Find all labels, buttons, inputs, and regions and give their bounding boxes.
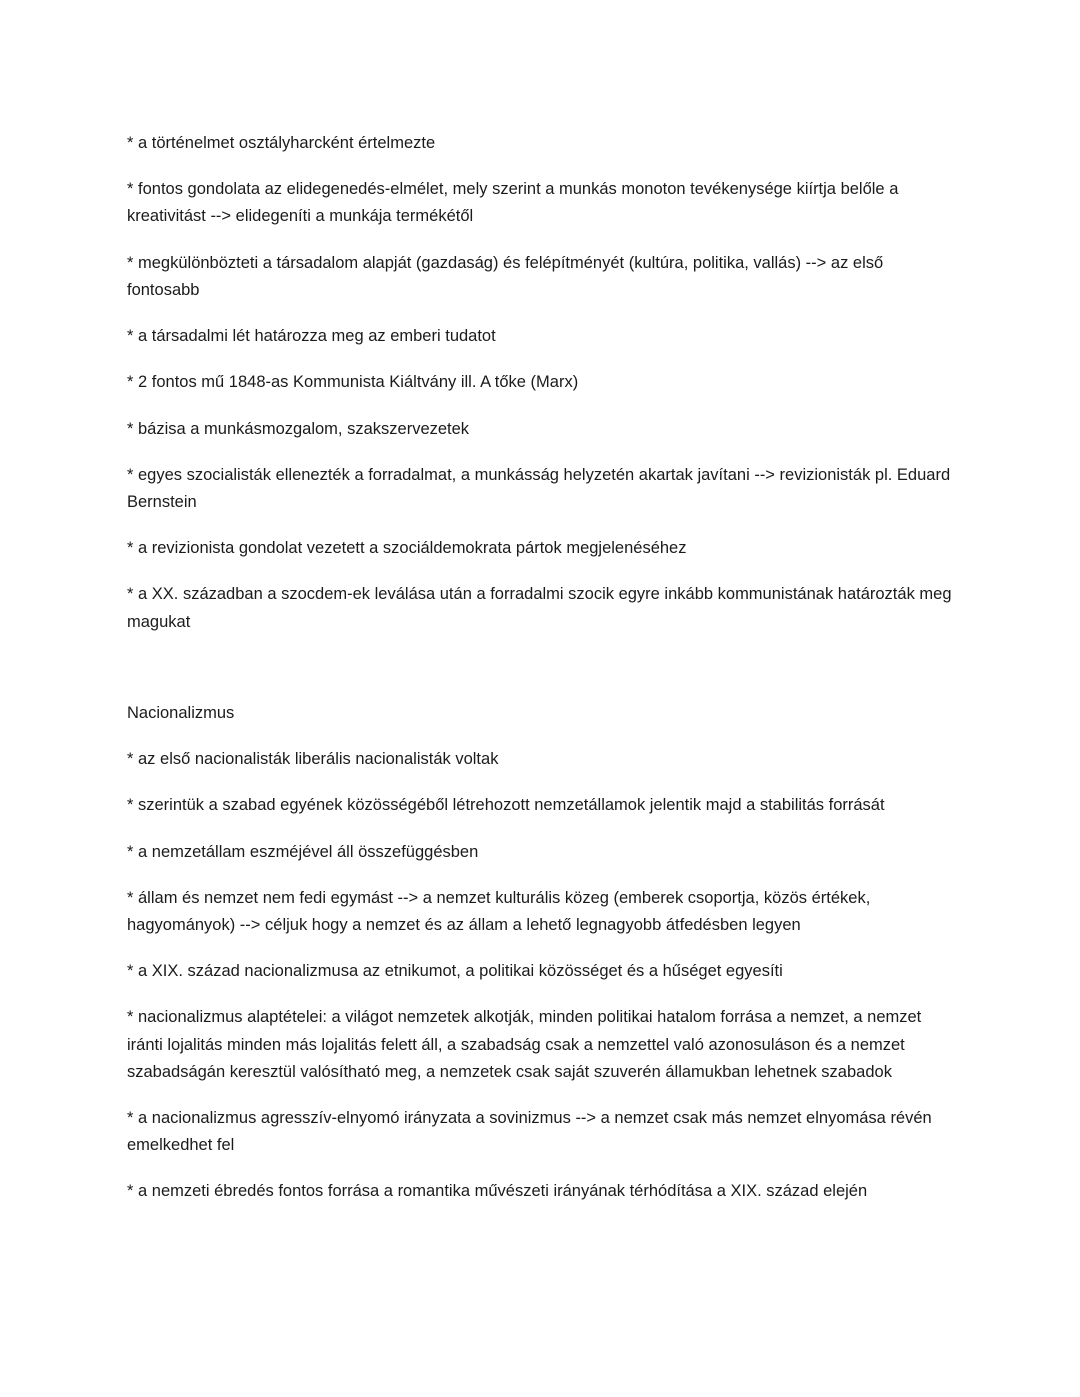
bullet-paragraph: * az első nacionalisták liberális nacionalisták voltak: [127, 750, 499, 769]
bullet-paragraph: * a revizionista gondolat vezetett a szociáldemokrata pártok megjelenéséhez: [127, 539, 687, 558]
bullet-paragraph: * egyes szocialisták ellenezték a forradalmat, a munkásság helyzetén akartak javítani --> revizionisták pl. Eduard Bernstein: [127, 465, 951, 511]
bullet-paragraph: * a nemzeti ébredés fontos forrása a romantika művészeti irányának térhódítása a XIX. század elején: [127, 1182, 868, 1201]
bullet-paragraph: * a XX. században a szocdem-ek leválása után a forradalmi szocik egyre inkább kommunistának határozták meg magukat: [127, 585, 952, 631]
bullet-paragraph: * a társadalmi lét határozza meg az emberi tudatot: [127, 327, 496, 346]
bullet-paragraph: * megkülönbözteti a társadalom alapját (gazdaság) és felépítményét (kultúra, politika, vallás) --> az első fontosabb: [127, 253, 884, 299]
bullet-paragraph: * nacionalizmus alaptételei: a világot nemzetek alkotják, minden politikai hatalom forrása a nemzet, a nemzet iránti lojalitás minden más lojalitás felett áll, a szabadság csak a nemzettel való azonosuláson és a nemzet szabadságán keresztül valósítható meg, a nemzetek csak saját szuverén államukban lehetnek szabadok: [127, 1008, 922, 1081]
bullet-paragraph: * szerintük a szabad egyének közösségéből létrehozott nemzetállamok jelentik majd a stabilitás forrását: [127, 796, 885, 815]
bullet-paragraph: * állam és nemzet nem fedi egymást --> a nemzet kulturális közeg (emberek csoportja, közös értékek, hagyományok) --> céljuk hogy a nemzet és az állam a lehető legnagyobb átfedésben legyen: [127, 888, 871, 934]
bullet-paragraph: * a XIX. század nacionalizmusa az etnikumot, a politikai közösséget és a hűséget egyesíti: [127, 962, 783, 981]
bullet-paragraph: * bázisa a munkásmozgalom, szakszervezetek: [127, 419, 470, 438]
bullet-paragraph: * fontos gondolata az elidegenedés-elmélet, mely szerint a munkás monoton tevékenysége kiírtja belőle a kreativitást --> elidegeníti a munkája termékétől: [127, 180, 899, 226]
bullet-paragraph: * a nacionalizmus agresszív-elnyomó irányzata a sovinizmus --> a nemzet csak más nemzet elnyomása révén emelkedhet fel: [127, 1109, 932, 1155]
bullet-paragraph: * a nemzetállam eszméjével áll összefüggésben: [127, 842, 479, 861]
bullet-paragraph: * a történelmet osztályharcként értelmezte: [127, 134, 436, 152]
bullet-paragraph: * 2 fontos mű 1848-as Kommunista Kiáltvány ill. A tőke (Marx): [127, 373, 579, 392]
section-heading: Nacionalizmus: [127, 703, 235, 722]
